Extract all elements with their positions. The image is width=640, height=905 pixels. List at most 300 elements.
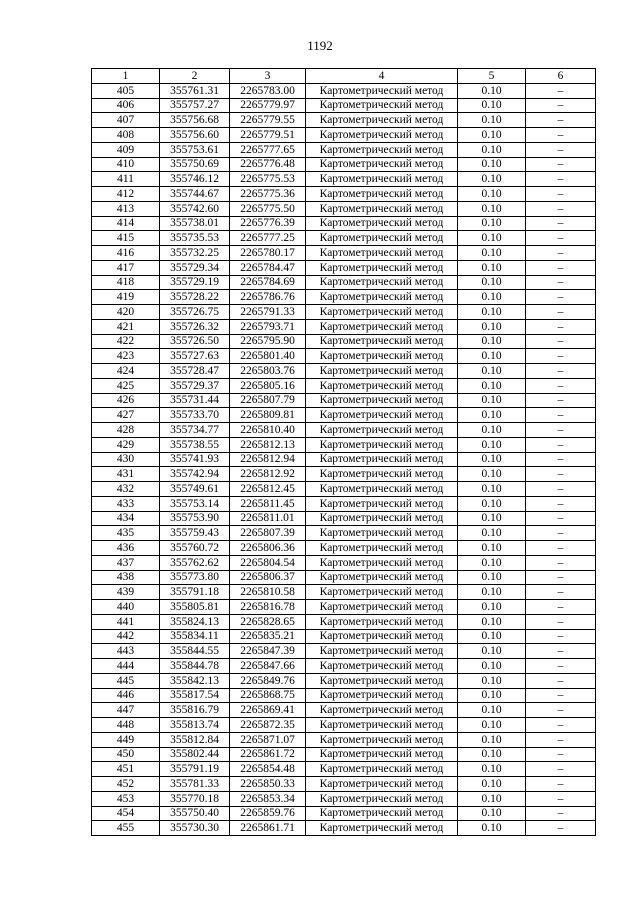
x-coordinate-cell: 355729.37: [160, 378, 230, 393]
accuracy-cell: 0.10: [458, 555, 526, 570]
x-coordinate-cell: 355726.75: [160, 305, 230, 320]
accuracy-cell: 0.10: [458, 437, 526, 452]
point-number-cell: 453: [92, 791, 160, 806]
x-coordinate-cell: 355773.80: [160, 570, 230, 585]
accuracy-cell: 0.10: [458, 231, 526, 246]
method-cell: Картометрический метод: [306, 629, 458, 644]
accuracy-cell: 0.10: [458, 142, 526, 157]
x-coordinate-cell: 355738.55: [160, 437, 230, 452]
table-row: [92, 437, 596, 452]
note-cell: –: [526, 83, 596, 98]
y-coordinate-cell: 2265859.76: [230, 806, 306, 821]
y-coordinate-cell: 2265849.76: [230, 673, 306, 688]
table-row: [92, 275, 596, 290]
method-cell: Картометрический метод: [306, 364, 458, 379]
note-cell: –: [526, 231, 596, 246]
note-cell: –: [526, 511, 596, 526]
accuracy-cell: 0.10: [458, 364, 526, 379]
method-cell: Картометрический метод: [306, 98, 458, 113]
note-cell: –: [526, 437, 596, 452]
x-coordinate-cell: 355756.60: [160, 128, 230, 143]
y-coordinate-cell: 2265861.72: [230, 747, 306, 762]
table-row: [92, 187, 596, 202]
accuracy-cell: 0.10: [458, 614, 526, 629]
x-coordinate-cell: 355738.01: [160, 216, 230, 231]
point-number-cell: 425: [92, 378, 160, 393]
x-coordinate-cell: 355728.22: [160, 290, 230, 305]
point-number-cell: 451: [92, 762, 160, 777]
method-cell: Картометрический метод: [306, 703, 458, 718]
point-number-cell: 429: [92, 437, 160, 452]
note-cell: –: [526, 113, 596, 128]
table-row: [92, 688, 596, 703]
x-coordinate-cell: 355844.78: [160, 659, 230, 674]
x-coordinate-cell: 355742.60: [160, 201, 230, 216]
accuracy-cell: 0.10: [458, 334, 526, 349]
method-cell: Картометрический метод: [306, 777, 458, 792]
accuracy-cell: 0.10: [458, 452, 526, 467]
point-number-cell: 415: [92, 231, 160, 246]
method-cell: Картометрический метод: [306, 555, 458, 570]
y-coordinate-cell: 2265795.90: [230, 334, 306, 349]
method-cell: Картометрический метод: [306, 157, 458, 172]
x-coordinate-cell: 355760.72: [160, 541, 230, 556]
note-cell: –: [526, 275, 596, 290]
accuracy-cell: 0.10: [458, 393, 526, 408]
accuracy-cell: 0.10: [458, 718, 526, 733]
x-coordinate-cell: 355733.70: [160, 408, 230, 423]
note-cell: –: [526, 187, 596, 202]
x-coordinate-cell: 355729.34: [160, 260, 230, 275]
y-coordinate-cell: 2265847.66: [230, 659, 306, 674]
table-body: [92, 83, 596, 835]
note-cell: –: [526, 526, 596, 541]
y-coordinate-cell: 2265812.13: [230, 437, 306, 452]
table-row: [92, 585, 596, 600]
note-cell: –: [526, 629, 596, 644]
point-number-cell: 443: [92, 644, 160, 659]
method-cell: Картометрический метод: [306, 688, 458, 703]
point-number-cell: 450: [92, 747, 160, 762]
y-coordinate-cell: 2265812.92: [230, 467, 306, 482]
note-cell: –: [526, 762, 596, 777]
x-coordinate-cell: 355791.18: [160, 585, 230, 600]
accuracy-cell: 0.10: [458, 526, 526, 541]
note-cell: –: [526, 688, 596, 703]
accuracy-cell: 0.10: [458, 423, 526, 438]
table-row: [92, 142, 596, 157]
y-coordinate-cell: 2265776.39: [230, 216, 306, 231]
x-coordinate-cell: 355791.19: [160, 762, 230, 777]
y-coordinate-cell: 2265811.01: [230, 511, 306, 526]
method-cell: Картометрический метод: [306, 305, 458, 320]
accuracy-cell: 0.10: [458, 762, 526, 777]
y-coordinate-cell: 2265807.79: [230, 393, 306, 408]
method-cell: Картометрический метод: [306, 113, 458, 128]
table-row: [92, 231, 596, 246]
y-coordinate-cell: 2265779.97: [230, 98, 306, 113]
accuracy-cell: 0.10: [458, 83, 526, 98]
table-row: [92, 349, 596, 364]
accuracy-cell: 0.10: [458, 600, 526, 615]
x-coordinate-cell: 355741.93: [160, 452, 230, 467]
table-row: [92, 378, 596, 393]
accuracy-cell: 0.10: [458, 467, 526, 482]
note-cell: –: [526, 703, 596, 718]
table-row: [92, 201, 596, 216]
note-cell: –: [526, 821, 596, 836]
table-row: [92, 806, 596, 821]
accuracy-cell: 0.10: [458, 511, 526, 526]
y-coordinate-cell: 2265803.76: [230, 364, 306, 379]
method-cell: Картометрический метод: [306, 467, 458, 482]
point-number-cell: 418: [92, 275, 160, 290]
point-number-cell: 412: [92, 187, 160, 202]
note-cell: –: [526, 452, 596, 467]
y-coordinate-cell: 2265872.35: [230, 718, 306, 733]
method-cell: Картометрический метод: [306, 452, 458, 467]
accuracy-cell: 0.10: [458, 644, 526, 659]
table-row: [92, 482, 596, 497]
y-coordinate-cell: 2265868.75: [230, 688, 306, 703]
method-cell: Картометрический метод: [306, 673, 458, 688]
point-number-cell: 424: [92, 364, 160, 379]
point-number-cell: 419: [92, 290, 160, 305]
accuracy-cell: 0.10: [458, 482, 526, 497]
y-coordinate-cell: 2265869.41: [230, 703, 306, 718]
note-cell: –: [526, 570, 596, 585]
column-header: 1: [92, 69, 160, 84]
x-coordinate-cell: 355817.54: [160, 688, 230, 703]
y-coordinate-cell: 2265784.47: [230, 260, 306, 275]
note-cell: –: [526, 216, 596, 231]
point-number-cell: 439: [92, 585, 160, 600]
method-cell: Картометрический метод: [306, 393, 458, 408]
note-cell: –: [526, 364, 596, 379]
x-coordinate-cell: 355753.14: [160, 496, 230, 511]
method-cell: Картометрический метод: [306, 747, 458, 762]
table-row: [92, 216, 596, 231]
note-cell: –: [526, 496, 596, 511]
note-cell: –: [526, 260, 596, 275]
x-coordinate-cell: 355842.13: [160, 673, 230, 688]
y-coordinate-cell: 2265786.76: [230, 290, 306, 305]
y-coordinate-cell: 2265801.40: [230, 349, 306, 364]
accuracy-cell: 0.10: [458, 187, 526, 202]
point-number-cell: 446: [92, 688, 160, 703]
point-number-cell: 413: [92, 201, 160, 216]
point-number-cell: 410: [92, 157, 160, 172]
point-number-cell: 406: [92, 98, 160, 113]
y-coordinate-cell: 2265871.07: [230, 732, 306, 747]
accuracy-cell: 0.10: [458, 260, 526, 275]
x-coordinate-cell: 355753.90: [160, 511, 230, 526]
point-number-cell: 440: [92, 600, 160, 615]
accuracy-cell: 0.10: [458, 585, 526, 600]
x-coordinate-cell: 355762.62: [160, 555, 230, 570]
method-cell: Картометрический метод: [306, 791, 458, 806]
method-cell: Картометрический метод: [306, 408, 458, 423]
note-cell: –: [526, 305, 596, 320]
accuracy-cell: 0.10: [458, 688, 526, 703]
y-coordinate-cell: 2265812.45: [230, 482, 306, 497]
note-cell: –: [526, 98, 596, 113]
accuracy-cell: 0.10: [458, 349, 526, 364]
note-cell: –: [526, 659, 596, 674]
accuracy-cell: 0.10: [458, 570, 526, 585]
table-row: [92, 570, 596, 585]
table-row: [92, 408, 596, 423]
x-coordinate-cell: 355749.61: [160, 482, 230, 497]
table-row: [92, 334, 596, 349]
point-number-cell: 431: [92, 467, 160, 482]
x-coordinate-cell: 355734.77: [160, 423, 230, 438]
y-coordinate-cell: 2265816.78: [230, 600, 306, 615]
y-coordinate-cell: 2265850.33: [230, 777, 306, 792]
method-cell: Картометрический метод: [306, 423, 458, 438]
point-number-cell: 422: [92, 334, 160, 349]
table-row: [92, 732, 596, 747]
point-number-cell: 423: [92, 349, 160, 364]
method-cell: Картометрический метод: [306, 187, 458, 202]
method-cell: Картометрический метод: [306, 334, 458, 349]
x-coordinate-cell: 355729.19: [160, 275, 230, 290]
x-coordinate-cell: 355834.11: [160, 629, 230, 644]
y-coordinate-cell: 2265806.36: [230, 541, 306, 556]
method-cell: Картометрический метод: [306, 541, 458, 556]
point-number-cell: 409: [92, 142, 160, 157]
x-coordinate-cell: 355816.79: [160, 703, 230, 718]
table-row: [92, 821, 596, 836]
table-row: [92, 157, 596, 172]
x-coordinate-cell: 355735.53: [160, 231, 230, 246]
coordinates-table: [91, 68, 596, 836]
method-cell: Картометрический метод: [306, 644, 458, 659]
note-cell: –: [526, 334, 596, 349]
accuracy-cell: 0.10: [458, 216, 526, 231]
point-number-cell: 411: [92, 172, 160, 187]
point-number-cell: 445: [92, 673, 160, 688]
table-row: [92, 364, 596, 379]
point-number-cell: 430: [92, 452, 160, 467]
y-coordinate-cell: 2265807.39: [230, 526, 306, 541]
point-number-cell: 447: [92, 703, 160, 718]
method-cell: Картометрический метод: [306, 821, 458, 836]
method-cell: Картометрический метод: [306, 732, 458, 747]
accuracy-cell: 0.10: [458, 541, 526, 556]
note-cell: –: [526, 614, 596, 629]
table-row: [92, 541, 596, 556]
table-row: [92, 246, 596, 261]
x-coordinate-cell: 355728.47: [160, 364, 230, 379]
point-number-cell: 436: [92, 541, 160, 556]
point-number-cell: 416: [92, 246, 160, 261]
x-coordinate-cell: 355844.55: [160, 644, 230, 659]
note-cell: –: [526, 319, 596, 334]
method-cell: Картометрический метод: [306, 496, 458, 511]
accuracy-cell: 0.10: [458, 157, 526, 172]
accuracy-cell: 0.10: [458, 629, 526, 644]
point-number-cell: 442: [92, 629, 160, 644]
note-cell: –: [526, 201, 596, 216]
column-header: 2: [160, 69, 230, 84]
accuracy-cell: 0.10: [458, 806, 526, 821]
table-row: [92, 393, 596, 408]
method-cell: Картометрический метод: [306, 275, 458, 290]
method-cell: Картометрический метод: [306, 806, 458, 821]
y-coordinate-cell: 2265777.25: [230, 231, 306, 246]
y-coordinate-cell: 2265775.53: [230, 172, 306, 187]
table-row: [92, 555, 596, 570]
note-cell: –: [526, 128, 596, 143]
point-number-cell: 408: [92, 128, 160, 143]
point-number-cell: 434: [92, 511, 160, 526]
table-row: [92, 629, 596, 644]
x-coordinate-cell: 355757.27: [160, 98, 230, 113]
table-row: [92, 762, 596, 777]
y-coordinate-cell: 2265777.65: [230, 142, 306, 157]
point-number-cell: 435: [92, 526, 160, 541]
method-cell: Картометрический метод: [306, 718, 458, 733]
method-cell: Картометрический метод: [306, 128, 458, 143]
note-cell: –: [526, 408, 596, 423]
table-row: [92, 290, 596, 305]
method-cell: Картометрический метод: [306, 83, 458, 98]
y-coordinate-cell: 2265835.21: [230, 629, 306, 644]
point-number-cell: 433: [92, 496, 160, 511]
accuracy-cell: 0.10: [458, 201, 526, 216]
table-row: [92, 98, 596, 113]
note-cell: –: [526, 747, 596, 762]
note-cell: –: [526, 378, 596, 393]
accuracy-cell: 0.10: [458, 275, 526, 290]
note-cell: –: [526, 157, 596, 172]
x-coordinate-cell: 355744.67: [160, 187, 230, 202]
y-coordinate-cell: 2265810.40: [230, 423, 306, 438]
table-row: [92, 128, 596, 143]
note-cell: –: [526, 290, 596, 305]
note-cell: –: [526, 172, 596, 187]
method-cell: Картометрический метод: [306, 482, 458, 497]
point-number-cell: 427: [92, 408, 160, 423]
table-row: [92, 614, 596, 629]
x-coordinate-cell: 355726.32: [160, 319, 230, 334]
x-coordinate-cell: 355781.33: [160, 777, 230, 792]
method-cell: Картометрический метод: [306, 378, 458, 393]
x-coordinate-cell: 355750.40: [160, 806, 230, 821]
accuracy-cell: 0.10: [458, 703, 526, 718]
table-row: [92, 467, 596, 482]
accuracy-cell: 0.10: [458, 305, 526, 320]
method-cell: Картометрический метод: [306, 526, 458, 541]
note-cell: –: [526, 585, 596, 600]
note-cell: –: [526, 246, 596, 261]
method-cell: Картометрический метод: [306, 172, 458, 187]
x-coordinate-cell: 355756.68: [160, 113, 230, 128]
page-number: 1192: [307, 38, 333, 53]
method-cell: Картометрический метод: [306, 585, 458, 600]
accuracy-cell: 0.10: [458, 791, 526, 806]
point-number-cell: 405: [92, 83, 160, 98]
x-coordinate-cell: 355824.13: [160, 614, 230, 629]
table-header-row: [92, 69, 596, 84]
y-coordinate-cell: 2265812.94: [230, 452, 306, 467]
accuracy-cell: 0.10: [458, 732, 526, 747]
x-coordinate-cell: 355770.18: [160, 791, 230, 806]
point-number-cell: 441: [92, 614, 160, 629]
x-coordinate-cell: 355746.12: [160, 172, 230, 187]
method-cell: Картометрический метод: [306, 290, 458, 305]
method-cell: Картометрический метод: [306, 762, 458, 777]
y-coordinate-cell: 2265779.55: [230, 113, 306, 128]
point-number-cell: 449: [92, 732, 160, 747]
point-number-cell: 420: [92, 305, 160, 320]
x-coordinate-cell: 355759.43: [160, 526, 230, 541]
table-row: [92, 644, 596, 659]
note-cell: –: [526, 732, 596, 747]
y-coordinate-cell: 2265809.81: [230, 408, 306, 423]
point-number-cell: 448: [92, 718, 160, 733]
accuracy-cell: 0.10: [458, 673, 526, 688]
note-cell: –: [526, 142, 596, 157]
x-coordinate-cell: 355727.63: [160, 349, 230, 364]
table-row: [92, 777, 596, 792]
column-header: 5: [458, 69, 526, 84]
method-cell: Картометрический метод: [306, 614, 458, 629]
note-cell: –: [526, 673, 596, 688]
accuracy-cell: 0.10: [458, 378, 526, 393]
table-row: [92, 511, 596, 526]
table-row: [92, 673, 596, 688]
note-cell: –: [526, 555, 596, 570]
x-coordinate-cell: 355753.61: [160, 142, 230, 157]
point-number-cell: 414: [92, 216, 160, 231]
note-cell: –: [526, 777, 596, 792]
y-coordinate-cell: 2265780.17: [230, 246, 306, 261]
method-cell: Картометрический метод: [306, 260, 458, 275]
y-coordinate-cell: 2265847.39: [230, 644, 306, 659]
y-coordinate-cell: 2265853.34: [230, 791, 306, 806]
method-cell: Картометрический метод: [306, 246, 458, 261]
table-row: [92, 260, 596, 275]
table-row: [92, 319, 596, 334]
accuracy-cell: 0.10: [458, 290, 526, 305]
y-coordinate-cell: 2265775.50: [230, 201, 306, 216]
y-coordinate-cell: 2265775.36: [230, 187, 306, 202]
table-row: [92, 600, 596, 615]
accuracy-cell: 0.10: [458, 246, 526, 261]
y-coordinate-cell: 2265854.48: [230, 762, 306, 777]
point-number-cell: 407: [92, 113, 160, 128]
note-cell: –: [526, 482, 596, 497]
accuracy-cell: 0.10: [458, 319, 526, 334]
method-cell: Картометрический метод: [306, 437, 458, 452]
method-cell: Картометрический метод: [306, 142, 458, 157]
column-header: 3: [230, 69, 306, 84]
x-coordinate-cell: 355805.81: [160, 600, 230, 615]
x-coordinate-cell: 355761.31: [160, 83, 230, 98]
accuracy-cell: 0.10: [458, 113, 526, 128]
accuracy-cell: 0.10: [458, 777, 526, 792]
y-coordinate-cell: 2265804.54: [230, 555, 306, 570]
table-row: [92, 703, 596, 718]
y-coordinate-cell: 2265783.00: [230, 83, 306, 98]
table-row: [92, 423, 596, 438]
y-coordinate-cell: 2265779.51: [230, 128, 306, 143]
method-cell: Картометрический метод: [306, 600, 458, 615]
note-cell: –: [526, 718, 596, 733]
note-cell: –: [526, 644, 596, 659]
